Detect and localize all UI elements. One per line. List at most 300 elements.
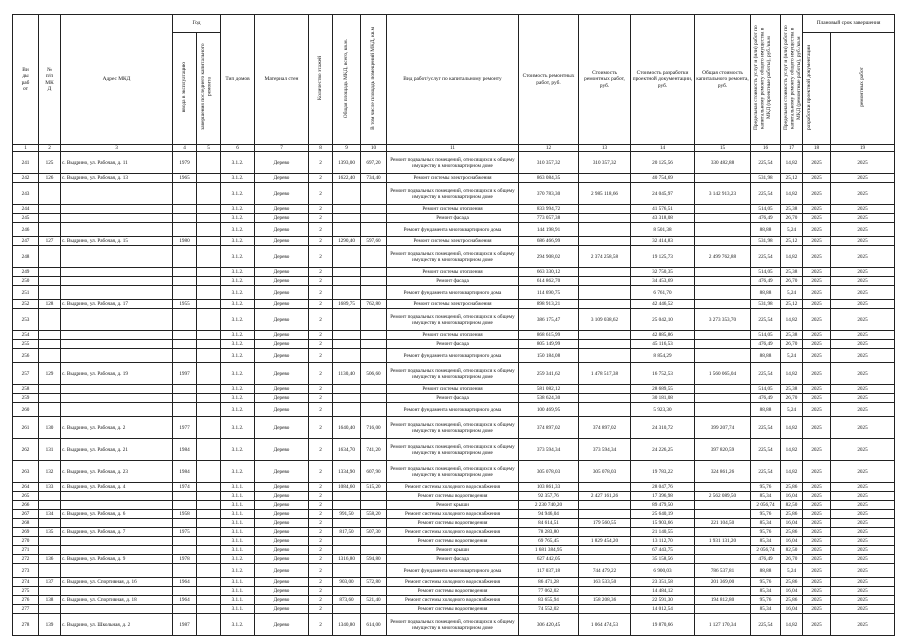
table-cell-c10 [361,183,387,205]
table-cell-c14: 28 689,55 [631,385,695,394]
table-cell-c5 [197,519,221,528]
table-cell-c14: 32 750,35 [631,268,695,277]
table-cell-c9 [333,277,361,286]
table-cell-c8: 2 [309,237,333,246]
table-cell-c9: 991,50 [333,510,361,519]
table-cell-c16: 88,88 [751,349,781,363]
table-cell-c13: 163 533,50 [579,578,631,587]
table-cell-c18: 2025 [803,331,831,340]
table-cell-c13: 2 427 161,26 [579,492,631,501]
table-cell-c1: 249 [13,268,39,277]
table-cell-c3 [61,349,173,363]
table-cell-c19: 2025 [831,605,895,614]
table-cell-c17: 25,12 [781,174,803,183]
table-cell-c15 [695,174,751,183]
table-cell-c18: 2025 [803,394,831,403]
header-year-group: Год [173,15,221,33]
table-cell-c17: 14,82 [781,439,803,461]
table-cell-c8: 2 [309,587,333,596]
table-cell-c6: 3.1.2. [221,614,255,636]
header-work-kind: Вид работ/услуг по капитальному ремонту [387,15,519,145]
table-cell-c16: 85,34 [751,537,781,546]
table-cell-c3: с. Выдрино, ул. Спортивная, д. 16 [61,578,173,587]
table-cell-c5 [197,546,221,555]
table-cell-c12: 773 057,38 [519,214,579,223]
table-row [13,417,895,439]
table-cell-c6: 3.1.1. [221,587,255,596]
table-cell-c5 [197,578,221,587]
table-cell-c10: 515,20 [361,483,387,492]
table-cell-c18: 2025 [803,385,831,394]
table-cell-c10: 507,30 [361,528,387,537]
column-number-cell: 18 [803,145,831,152]
table-cell-c10: 594,80 [361,555,387,564]
table-row [13,528,895,537]
table-cell-c14: 25 042,10 [631,309,695,331]
table-cell-c5 [197,286,221,300]
table-cell-c6: 3.1.2. [221,363,255,385]
table-cell-c3 [61,286,173,300]
table-cell-c6: 3.1.1. [221,546,255,555]
table-cell-c3 [61,537,173,546]
table-cell-c18: 2025 [803,605,831,614]
table-cell-c5 [197,340,221,349]
table-cell-c2: 126 [39,174,61,183]
table-cell-c14: 25 640,19 [631,510,695,519]
table-cell-c3: с. Выдрино, ул. Рабочая, д. 15 [61,237,173,246]
table-cell-c19: 2025 [831,246,895,268]
table-cell-c7: Дерево [255,439,309,461]
table-cell-c18: 2025 [803,614,831,636]
header-plan-design [803,33,831,145]
table-cell-c19: 2025 [831,300,895,309]
table-cell-c7: Дерево [255,403,309,417]
table-cell-c15 [695,286,751,300]
table-cell-c6: 3.1.1. [221,578,255,587]
table-cell-c5 [197,246,221,268]
table-row [13,331,895,340]
table-row [13,403,895,417]
table-cell-c1: 276 [13,596,39,605]
table-cell-c19: 2025 [831,537,895,546]
table-cell-c13 [579,501,631,510]
table-cell-c9: 1393,00 [333,152,361,174]
table-cell-c13: 1 829 454,20 [579,537,631,546]
table-cell-c19: 2025 [831,587,895,596]
table-cell-c5 [197,394,221,403]
table-cell-c9: 1689,75 [333,300,361,309]
table-cell-c12: 1 681 384,95 [519,546,579,555]
table-cell-c4 [173,268,197,277]
table-cell-c6: 3.1.2. [221,183,255,205]
table-cell-c5 [197,205,221,214]
table-cell-c1: 275 [13,587,39,596]
table-cell-c6: 3.1.2. [221,277,255,286]
column-number-cell: 1 [13,145,39,152]
header-limit-repair [781,15,803,145]
table-cell-c1: 267 [13,510,39,519]
column-number-cell: 7 [255,145,309,152]
table-cell-c4: 1984 [173,439,197,461]
table-cell-c6: 3.1.1. [221,528,255,537]
table-cell-c11: Ремонт подвальных помещений, относящихся к общему имуществу в многоквартирном доме [387,439,519,461]
table-cell-c9: 1084,60 [333,483,361,492]
table-cell-c12: 614 862,70 [519,277,579,286]
table-cell-c14: 8 501,38 [631,223,695,237]
table-cell-c16: 85,34 [751,492,781,501]
table-cell-c19: 2025 [831,214,895,223]
table-cell-c19: 2025 [831,331,895,340]
table-cell-c16: 476,49 [751,214,781,223]
table-cell-c2 [39,183,61,205]
table-cell-c10 [361,403,387,417]
table-cell-c15 [695,510,751,519]
table-cell-c9: 1640,40 [333,417,361,439]
table-cell-c18: 2025 [803,564,831,578]
table-cell-c10 [361,349,387,363]
table-cell-c10: 614,00 [361,614,387,636]
header-plan-repair [831,33,895,145]
table-cell-c7: Дерево [255,519,309,528]
table-cell-c15 [695,587,751,596]
table-cell-c7: Дерево [255,394,309,403]
table-cell-c18: 2025 [803,268,831,277]
table-cell-c7: Дерево [255,537,309,546]
table-cell-c4 [173,587,197,596]
table-cell-c11: Ремонт подвальных помещений, относящихся к общему имуществу в многоквартирном доме [387,246,519,268]
table-cell-c4: 1987 [173,614,197,636]
table-cell-c11: Ремонт системы электроснабжения [387,300,519,309]
table-cell-c5 [197,363,221,385]
table-cell-c14: 23 351,58 [631,578,695,587]
table-cell-c2 [39,349,61,363]
table-cell-c16: 85,34 [751,519,781,528]
header-limit-design [751,15,781,145]
table-cell-c14: 45 116,53 [631,340,695,349]
table-cell-c15: 397 820,59 [695,439,751,461]
table-row [13,340,895,349]
table-row [13,510,895,519]
table-cell-c16: 225,54 [751,417,781,439]
table-cell-c8: 2 [309,483,333,492]
table-cell-c3: с. Выдрино, ул. Рабочая, д. 13 [61,174,173,183]
table-cell-c14: 5 923,30 [631,403,695,417]
table-cell-c9 [333,394,361,403]
table-cell-c16: 476,49 [751,555,781,564]
table-cell-c18: 2025 [803,417,831,439]
table-cell-c13: 2 985 118,66 [579,183,631,205]
table-cell-c10: 558,20 [361,510,387,519]
table-cell-c5 [197,605,221,614]
table-cell-c9: 873,60 [333,596,361,605]
table-cell-c8: 2 [309,578,333,587]
table-cell-c6: 3.1.2. [221,286,255,300]
table-cell-c17: 25,86 [781,596,803,605]
table-cell-c12: 77 062,02 [519,587,579,596]
table-cell-c3 [61,519,173,528]
column-number-cell: 12 [519,145,579,152]
column-number-cell: 11 [387,145,519,152]
table-cell-c3 [61,394,173,403]
table-cell-c18: 2025 [803,528,831,537]
table-cell-c14: 41 576,51 [631,205,695,214]
table-cell-c14: 42 885,86 [631,331,695,340]
table-cell-c5 [197,331,221,340]
table-cell-c12: 86 471,28 [519,578,579,587]
table-cell-c11: Ремонт подвальных помещений, относящихся к общему имуществу в многоквартирном доме [387,309,519,331]
table-cell-c7: Дерево [255,483,309,492]
table-cell-c18: 2025 [803,483,831,492]
table-cell-c4 [173,183,197,205]
table-cell-c18: 2025 [803,461,831,483]
header-limit-design-text: Предельная стоимость услуг и (или) работ по капитальному ремонту общего имущества в МКД (проектные работы), руб./кв.м [752,25,772,131]
table-cell-c7: Дерево [255,614,309,636]
table-cell-c5 [197,439,221,461]
column-number-cell: 15 [695,145,751,152]
table-cell-c17: 26,70 [781,340,803,349]
table-row [13,596,895,605]
table-cell-c8: 2 [309,286,333,300]
table-cell-c14: 8 854,29 [631,349,695,363]
table-cell-c7: Дерево [255,546,309,555]
header-total-area-text: Общая площадь МКД, всего, кв.м. [343,38,350,118]
table-cell-c6: 3.1.2. [221,461,255,483]
table-cell-c5 [197,417,221,439]
table-cell-c12: 663 330,12 [519,268,579,277]
table-cell-c17: 5,24 [781,223,803,237]
header-premises-area [361,15,387,145]
table-row [13,385,895,394]
table-cell-c7: Дерево [255,183,309,205]
table-cell-c18: 2025 [803,510,831,519]
table-cell-c3 [61,340,173,349]
table-cell-c6: 3.1.2. [221,331,255,340]
table-cell-c11: Ремонт системы отопления [387,385,519,394]
table-cell-c2 [39,587,61,596]
header-commission-year [173,33,197,145]
table-cell-c7: Дерево [255,501,309,510]
table-cell-c5 [197,528,221,537]
table-cell-c16: 476,49 [751,277,781,286]
table-cell-c5 [197,277,221,286]
header-plan-repair-text: ремонтных работ [859,67,866,108]
table-cell-c5 [197,174,221,183]
table-cell-c7: Дерево [255,461,309,483]
table-cell-c2: 130 [39,417,61,439]
table-cell-c13 [579,546,631,555]
table-cell-c4: 1979 [173,152,197,174]
table-cell-c15 [695,340,751,349]
table-cell-c1: 246 [13,223,39,237]
table-cell-c8: 2 [309,614,333,636]
table-cell-c13: 310 357,32 [579,152,631,174]
table-cell-c16: 514,05 [751,205,781,214]
table-body [13,152,895,636]
table-cell-c3: с. Выдрино, ул. Рабочая, д. 6 [61,510,173,519]
table-row [13,246,895,268]
table-cell-c1: 253 [13,309,39,331]
table-cell-c8: 2 [309,439,333,461]
table-cell-c13: 2 374 258,58 [579,246,631,268]
table-cell-c5 [197,152,221,174]
table-cell-c14: 6 900,03 [631,564,695,578]
table-cell-c11: Ремонт фасада [387,555,519,564]
table-cell-c7: Дерево [255,555,309,564]
table-cell-c6: 3.1.2. [221,394,255,403]
table-cell-c1: 278 [13,614,39,636]
table-row [13,309,895,331]
header-limit-repair-text: Предельная стоимость услуг и (или) работ по капитальному ремонту общего имущества в МКД (ремонтные работы), руб./кв.м [782,25,802,131]
table-cell-c13: 744 479,22 [579,564,631,578]
table-cell-c2: 138 [39,596,61,605]
table-cell-c16: 88,88 [751,403,781,417]
table-cell-c14: 24 310,72 [631,417,695,439]
table-cell-c2 [39,268,61,277]
table-cell-c2 [39,277,61,286]
table-cell-c2 [39,605,61,614]
table-cell-c11: Ремонт системы холодного водоснабжения [387,596,519,605]
table-cell-c12: 78 283,80 [519,528,579,537]
table-cell-c6: 3.1.2. [221,214,255,223]
table-cell-c5 [197,510,221,519]
table-cell-c2: 137 [39,578,61,587]
table-cell-c19: 2025 [831,268,895,277]
table-cell-c18: 2025 [803,439,831,461]
table-cell-c9 [333,205,361,214]
table-cell-c10: 716,00 [361,417,387,439]
table-cell-c8: 2 [309,403,333,417]
table-cell-c9 [333,587,361,596]
table-cell-c12: 863 084,35 [519,174,579,183]
table-cell-c7: Дерево [255,223,309,237]
table-cell-c6: 3.1.2. [221,152,255,174]
table-cell-c16: 514,05 [751,385,781,394]
table-cell-c16: 88,88 [751,564,781,578]
table-cell-c15: 1 127 170,34 [695,614,751,636]
table-cell-c13 [579,237,631,246]
column-number-cell: 8 [309,145,333,152]
table-cell-c14: 13 112,70 [631,537,695,546]
table-cell-c16: 225,54 [751,461,781,483]
table-cell-c8: 2 [309,363,333,385]
column-number-cell: 19 [831,145,895,152]
table-cell-c11: Ремонт системы электроснабжения [387,237,519,246]
table-cell-c9 [333,492,361,501]
table-cell-c15: 201 369,00 [695,578,751,587]
table-cell-c12: 83 655,94 [519,596,579,605]
table-cell-c4: 1958 [173,510,197,519]
table-cell-c19: 2025 [831,385,895,394]
table-cell-c19: 2025 [831,403,895,417]
table-row [13,501,895,510]
table-cell-c10 [361,277,387,286]
table-cell-c13: 373 594,34 [579,439,631,461]
table-cell-c2: 125 [39,152,61,174]
table-cell-c12: 868 615,99 [519,331,579,340]
table-cell-c16: 225,54 [751,183,781,205]
table-cell-c14: 30 181,08 [631,394,695,403]
table-cell-c5 [197,564,221,578]
table-cell-c8: 2 [309,300,333,309]
table-cell-c12: 2 230 740,20 [519,501,579,510]
table-cell-c18: 2025 [803,246,831,268]
table-cell-c14: 16 752,53 [631,363,695,385]
table-cell-c13 [579,555,631,564]
table-cell-c11: Ремонт фундамента многоквартирного дома [387,223,519,237]
table-cell-c17: 25,38 [781,205,803,214]
table-cell-c16: 95,76 [751,510,781,519]
table-cell-c4: 1975 [173,528,197,537]
table-cell-c10 [361,385,387,394]
table-cell-c18: 2025 [803,183,831,205]
table-cell-c3 [61,246,173,268]
table-cell-c7: Дерево [255,277,309,286]
table-cell-c18: 2025 [803,152,831,174]
table-cell-c12: 259 341,62 [519,363,579,385]
table-cell-c17: 14,82 [781,461,803,483]
table-cell-c19: 2025 [831,546,895,555]
table-cell-c10 [361,214,387,223]
header-repair-cost-total: Стоимость ремонтных работ, руб. [579,15,631,145]
table-cell-c9 [333,564,361,578]
table-cell-c14: 21 140,55 [631,528,695,537]
table-cell-c4 [173,331,197,340]
table-cell-c18: 2025 [803,492,831,501]
table-cell-c11: Ремонт системы отопления [387,331,519,340]
table-cell-c17: 14,82 [781,417,803,439]
table-cell-c10 [361,223,387,237]
table-cell-c17: 82,50 [781,501,803,510]
table-cell-c19: 2025 [831,483,895,492]
table-cell-c1: 264 [13,483,39,492]
table-cell-c1: 273 [13,564,39,578]
table-cell-c9: 817,50 [333,528,361,537]
table-cell-c18: 2025 [803,546,831,555]
table-cell-c14: 24 045,97 [631,183,695,205]
table-cell-c5 [197,461,221,483]
table-cell-c2: 129 [39,363,61,385]
table-cell-c10 [361,394,387,403]
table-cell-c17: 16,04 [781,537,803,546]
table-cell-c17: 25,86 [781,528,803,537]
table-cell-c16: 85,34 [751,605,781,614]
table-cell-c17: 5,24 [781,349,803,363]
table-cell-c15: 786 537,81 [695,564,751,578]
table-cell-c17: 14,82 [781,363,803,385]
table-cell-c3 [61,587,173,596]
table-cell-c3 [61,214,173,223]
table-cell-c3: с. Выдрино, ул. Рабочая, д. 2 [61,417,173,439]
header-floors-text: Количество этажей [317,56,324,101]
table-cell-c3 [61,564,173,578]
table-cell-c1: 259 [13,394,39,403]
table-cell-c13 [579,205,631,214]
table-cell-c15: 221 104,50 [695,519,751,528]
table-cell-c2 [39,519,61,528]
table-cell-c2: 133 [39,483,61,492]
table-cell-c2 [39,492,61,501]
table-cell-c15 [695,237,751,246]
table-cell-c4 [173,205,197,214]
table-cell-c13 [579,214,631,223]
table-cell-c13 [579,605,631,614]
table-cell-c5 [197,237,221,246]
table-cell-c9 [333,183,361,205]
table-cell-c14: 6 761,70 [631,286,695,300]
table-cell-c2 [39,309,61,331]
capital-repair-table-sheet [12,14,894,636]
table-cell-c18: 2025 [803,205,831,214]
